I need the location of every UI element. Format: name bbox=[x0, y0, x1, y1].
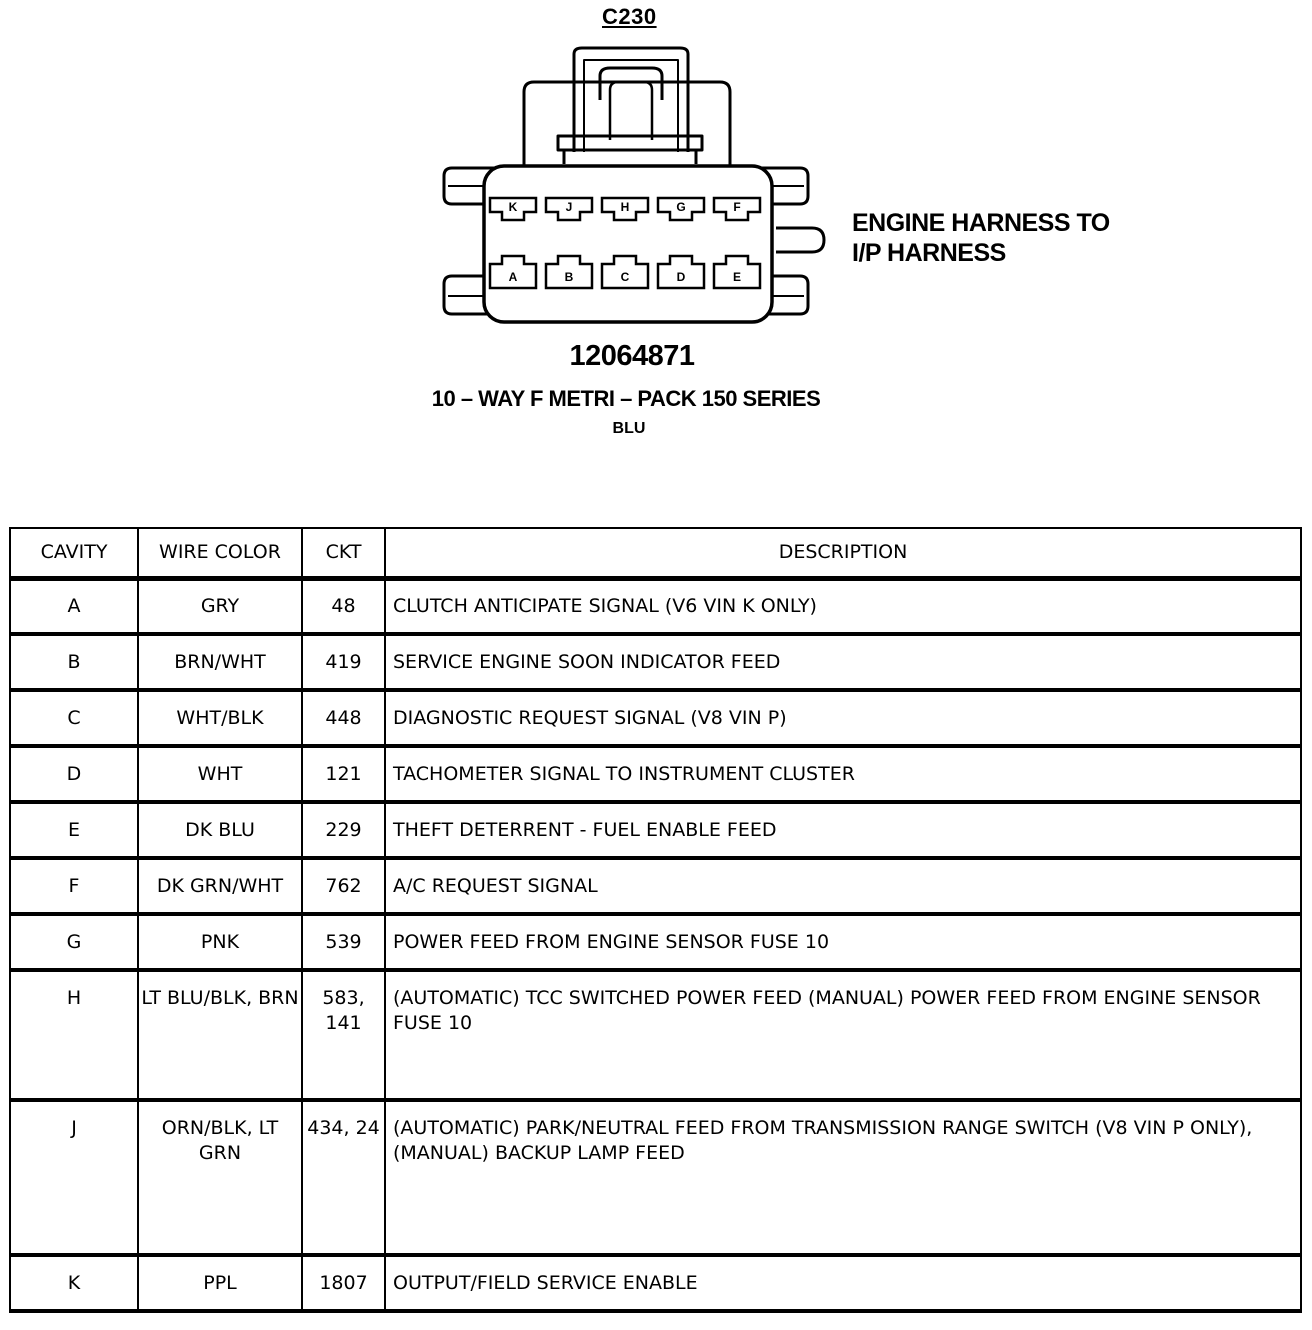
cell-ckt: 762 bbox=[302, 858, 385, 914]
connector-color: BLU bbox=[612, 420, 646, 437]
cell-cavity: G bbox=[10, 914, 138, 970]
cell-wire-color: WHT/BLK bbox=[138, 690, 302, 746]
cell-wire-color: BRN/WHT bbox=[138, 634, 302, 690]
header-ckt: CKT bbox=[302, 528, 385, 578]
table-row bbox=[10, 746, 1301, 802]
cavity-label: E bbox=[732, 270, 742, 284]
cell-description: SERVICE ENGINE SOON INDICATOR FEED bbox=[385, 634, 1301, 690]
cavity-label: H bbox=[620, 200, 630, 214]
cell-ckt: 583, 141 bbox=[302, 970, 385, 1100]
cell-cavity: B bbox=[10, 634, 138, 690]
cell-ckt: 419 bbox=[302, 634, 385, 690]
harness-label-line: ENGINE HARNESS TO bbox=[852, 209, 1110, 237]
harness-label-line: I/P HARNESS bbox=[852, 239, 1006, 267]
cell-ckt: 448 bbox=[302, 690, 385, 746]
cell-cavity: C bbox=[10, 690, 138, 746]
part-number: 12064871 bbox=[569, 340, 695, 372]
table-row bbox=[10, 578, 1301, 634]
connector-type: 10 – WAY F METRI – PACK 150 SERIES bbox=[431, 386, 821, 411]
header-description: DESCRIPTION bbox=[385, 528, 1301, 578]
table-row bbox=[10, 634, 1301, 690]
harness-label bbox=[852, 208, 1110, 268]
header-cavity: CAVITY bbox=[10, 528, 138, 578]
cell-ckt: 48 bbox=[302, 578, 385, 634]
cell-cavity: A bbox=[10, 578, 138, 634]
cavity-label: G bbox=[676, 200, 686, 214]
connector-face-drawing bbox=[440, 40, 840, 330]
cell-wire-color: DK GRN/WHT bbox=[138, 858, 302, 914]
connector-id: C230 bbox=[602, 4, 657, 29]
cell-cavity: H bbox=[10, 970, 138, 1100]
cell-wire-color: WHT bbox=[138, 746, 302, 802]
cell-description: OUTPUT/FIELD SERVICE ENABLE bbox=[385, 1255, 1301, 1311]
cell-cavity: E bbox=[10, 802, 138, 858]
table-row bbox=[10, 1100, 1301, 1255]
cell-description: CLUTCH ANTICIPATE SIGNAL (V6 VIN K ONLY) bbox=[385, 578, 1301, 634]
cell-description: DIAGNOSTIC REQUEST SIGNAL (V8 VIN P) bbox=[385, 690, 1301, 746]
cell-cavity: F bbox=[10, 858, 138, 914]
cell-ckt: 1807 bbox=[302, 1255, 385, 1311]
cavity-label: F bbox=[733, 200, 741, 214]
cell-ckt: 434, 24 bbox=[302, 1100, 385, 1255]
cell-description: (AUTOMATIC) TCC SWITCHED POWER FEED (MANUAL) POWER FEED FROM ENGINE SENSOR FUSE 10 bbox=[385, 970, 1301, 1100]
cell-wire-color: DK BLU bbox=[138, 802, 302, 858]
table-row bbox=[10, 858, 1301, 914]
cavity-label: K bbox=[508, 200, 518, 214]
cell-ckt: 539 bbox=[302, 914, 385, 970]
cell-wire-color: ORN/BLK, LT GRN bbox=[138, 1100, 302, 1255]
cell-description: POWER FEED FROM ENGINE SENSOR FUSE 10 bbox=[385, 914, 1301, 970]
cell-wire-color: GRY bbox=[138, 578, 302, 634]
table-row bbox=[10, 914, 1301, 970]
table-row bbox=[10, 690, 1301, 746]
cavity-label: A bbox=[508, 270, 518, 284]
table-row bbox=[10, 970, 1301, 1100]
cell-cavity: K bbox=[10, 1255, 138, 1311]
table-row bbox=[10, 1255, 1301, 1311]
header-wire-color: WIRE COLOR bbox=[138, 528, 302, 578]
cell-wire-color: PPL bbox=[138, 1255, 302, 1311]
cell-description: THEFT DETERRENT - FUEL ENABLE FEED bbox=[385, 802, 1301, 858]
cell-ckt: 229 bbox=[302, 802, 385, 858]
cell-description: (AUTOMATIC) PARK/NEUTRAL FEED FROM TRANSMISSION RANGE SWITCH (V8 VIN P ONLY), (MANUAL) BACKUP LAMP FEED bbox=[385, 1100, 1301, 1255]
pinout-table bbox=[9, 527, 1302, 1313]
cell-description: TACHOMETER SIGNAL TO INSTRUMENT CLUSTER bbox=[385, 746, 1301, 802]
table-header-row bbox=[10, 528, 1301, 578]
cell-ckt: 121 bbox=[302, 746, 385, 802]
cell-wire-color: PNK bbox=[138, 914, 302, 970]
cell-description: A/C REQUEST SIGNAL bbox=[385, 858, 1301, 914]
cell-wire-color: LT BLU/BLK, BRN bbox=[138, 970, 302, 1100]
cavity-label: B bbox=[564, 270, 574, 284]
cavity-label: J bbox=[565, 200, 573, 214]
table-row bbox=[10, 802, 1301, 858]
cavity-label: C bbox=[620, 270, 630, 284]
cell-cavity: J bbox=[10, 1100, 138, 1255]
cell-cavity: D bbox=[10, 746, 138, 802]
cavity-label: D bbox=[676, 270, 686, 284]
